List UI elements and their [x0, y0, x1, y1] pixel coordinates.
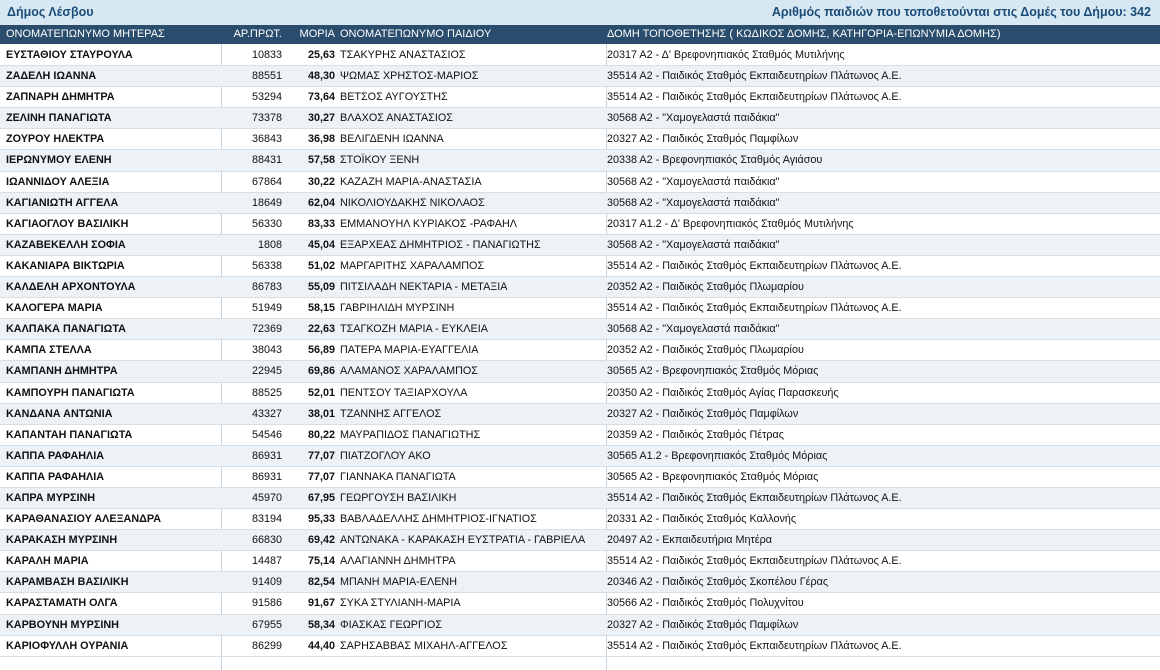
placement-cell: 20346 Α2 - Παιδικός Σταθμός Σκοπέλου Γέρας	[607, 576, 829, 589]
points-cell: 73,64	[307, 91, 335, 104]
protocol-number-cell: 54546	[251, 428, 282, 441]
points-cell: 62,04	[307, 196, 335, 209]
protocol-number-cell: 67955	[251, 618, 282, 631]
child-name-cell: ΜΑΥΡΑΠΙΔΟΣ ΠΑΝΑΓΙΩΤΗΣ	[340, 428, 481, 441]
protocol-number-cell: 83194	[251, 513, 282, 526]
placement-cell: 35514 Α2 - Παιδικός Σταθμός Εκπαιδευτηρίων Πλάτωνος Α.Ε.	[607, 302, 902, 315]
points-cell: 57,58	[307, 154, 335, 167]
placement-cell: 30568 Α2 - "Χαμογελαστά παιδάκια"	[607, 175, 780, 188]
placement-cell: 30565 Α2 - Βρεφονηπιακός Σταθμός Μόριας	[607, 365, 819, 378]
placement-cell: 20352 Α2 - Παιδικός Σταθμός Πλωμαρίου	[607, 344, 804, 357]
mother-name-cell: ΚΑΡΑΣΤΑΜΑΤΗ ΟΛΓΑ	[6, 597, 118, 610]
points-cell: 69,42	[307, 534, 335, 547]
points-cell: 77,07	[307, 470, 335, 483]
placement-table-body	[0, 45, 1160, 657]
placement-cell: 20359 Α2 - Παιδικός Σταθμός Πέτρας	[607, 428, 784, 441]
mother-name-cell: ΚΑΡΙΟΦΥΛΛΗ ΟΥΡΑΝΙΑ	[6, 639, 129, 652]
child-name-cell: ΑΛΑΓΙΑΝΝΗ ΔΗΜΗΤΡΑ	[340, 555, 456, 568]
protocol-number-cell: 18649	[251, 196, 282, 209]
mother-name-cell: ΚΑΛΟΓΕΡΑ ΜΑΡΙΑ	[6, 302, 103, 315]
table-row	[0, 467, 1160, 488]
placement-cell: 20497 Α2 - Εκπαιδευτήρια Μητέρα	[607, 534, 773, 547]
protocol-number-cell: 91409	[251, 576, 282, 589]
child-name-cell: ΠΑΤΕΡΑ ΜΑΡΙΑ-ΕΥΑΓΓΕΛΙΑ	[340, 344, 479, 357]
placement-cell: 30568 Α2 - "Χαμογελαστά παιδάκια"	[607, 112, 780, 125]
mother-name-cell: ΙΩΑΝΝΙΔΟΥ ΑΛΕΞΙΑ	[6, 175, 110, 188]
placement-cell: 20327 Α2 - Παιδικός Σταθμός Παμφίλων	[607, 133, 799, 146]
municipality-title: Δήμος Λέσβου	[7, 5, 94, 19]
mother-name-cell: ΚΑΖΑΒΕΚΕΛΛΗ ΣΟΦΙΑ	[6, 238, 126, 251]
points-cell: 82,54	[307, 576, 335, 589]
points-cell: 25,63	[307, 49, 335, 61]
table-row	[0, 150, 1160, 171]
child-name-cell: ΠΙΑΤΖΟΓΛΟΥ ΑΚΟ	[340, 449, 431, 462]
child-name-cell: ΝΙΚΟΛΙΟΥΔΑΚΗΣ ΝΙΚΟΛΑΟΣ	[340, 196, 485, 209]
table-row	[0, 593, 1160, 614]
top-bar	[0, 0, 1160, 25]
placement-cell: 35514 Α2 - Παιδικός Σταθμός Εκπαιδευτηρίων Πλάτωνος Α.Ε.	[607, 259, 902, 272]
child-name-cell: ΣΤΟΪΚΟΥ ΞΕΝΗ	[340, 154, 420, 167]
points-cell: 80,22	[307, 428, 335, 441]
protocol-number-cell: 86299	[251, 639, 282, 652]
child-name-cell: ΓΑΒΡΙΗΛΙΔΗ ΜΥΡΣΙΝΗ	[340, 302, 455, 315]
mother-name-cell: ΚΑΝΔΑΝΑ ΑΝΤΩΝΙΑ	[6, 407, 113, 420]
mother-name-cell: ΚΑΠΑΝΤΑΗ ΠΑΝΑΓΙΩΤΑ	[6, 428, 133, 441]
points-cell: 51,02	[307, 259, 335, 272]
mother-name-cell: ΖΕΛΙΝΗ ΠΑΝΑΓΙΩΤΑ	[6, 112, 112, 125]
child-name-cell: ΨΩΜΑΣ ΧΡΗΣΤΟΣ-ΜΑΡΙΟΣ	[340, 70, 479, 83]
mother-name-cell: ΕΥΣΤΑΘΙΟΥ ΣΤΑΥΡΟΥΛΑ	[6, 49, 133, 61]
placement-cell: 20317 Α1.2 - Δ' Βρεφονηπιακός Σταθμός Μυτιλήνης	[607, 217, 854, 230]
table-row	[0, 87, 1160, 108]
child-name-cell: ΜΠΑΝΗ ΜΑΡΙΑ-ΕΛΕΝΗ	[340, 576, 457, 589]
table-row	[0, 636, 1160, 657]
points-cell: 69,86	[307, 365, 335, 378]
table-row	[0, 108, 1160, 129]
protocol-number-cell: 45970	[251, 491, 282, 504]
protocol-number-cell: 66830	[251, 534, 282, 547]
child-name-cell: ΣΥΚΑ ΣΤΥΛΙΑΝΗ-ΜΑΡΙΑ	[340, 597, 461, 610]
table-row	[0, 509, 1160, 530]
points-cell: 30,27	[307, 112, 335, 125]
protocol-number-cell: 22945	[251, 365, 282, 378]
placement-cell: 30568 Α2 - "Χαμογελαστά παιδάκια"	[607, 238, 780, 251]
mother-name-cell: ΚΑΜΠΑΝΗ ΔΗΜΗΤΡΑ	[6, 365, 118, 378]
mother-name-cell: ΖΑΔΕΛΗ ΙΩΑΝΝΑ	[6, 70, 97, 83]
protocol-number-cell: 1808	[257, 238, 282, 251]
protocol-number-cell: 38043	[251, 344, 282, 357]
placement-cell: 30565 Α1.2 - Βρεφονηπιακός Σταθμός Μόριας	[607, 449, 828, 462]
mother-name-cell: ΙΕΡΩΝΥΜΟΥ ΕΛΕΝΗ	[6, 154, 112, 167]
table-row	[0, 66, 1160, 87]
protocol-number-cell: 43327	[251, 407, 282, 420]
points-cell: 44,40	[307, 639, 335, 652]
points-cell: 52,01	[307, 386, 335, 399]
protocol-number-cell: 36843	[251, 133, 282, 146]
child-name-cell: ΓΙΑΝΝΑΚΑ ΠΑΝΑΓΙΩΤΑ	[340, 470, 456, 483]
child-name-cell: ΒΕΤΣΟΣ ΑΥΓΟΥΣΤΗΣ	[340, 91, 448, 104]
child-name-cell: ΠΕΝΤΣΟΥ ΤΑΞΙΑΡΧΟΥΛΑ	[340, 386, 468, 399]
table-row	[0, 45, 1160, 66]
points-cell: 22,63	[307, 323, 335, 336]
placement-cell: 30568 Α2 - "Χαμογελαστά παιδάκια"	[607, 196, 780, 209]
table-header	[0, 25, 1160, 44]
placement-cell: 30566 Α2 - Παιδικός Σταθμός Πολυχνίτου	[607, 597, 804, 610]
points-cell: 67,95	[307, 491, 335, 504]
table-row	[0, 193, 1160, 214]
child-name-cell: ΒΑΒΛΑΔΕΛΛΗΣ ΔΗΜΗΤΡΙΟΣ-ΙΓΝΑΤΙΟΣ	[340, 513, 537, 526]
mother-name-cell: ΚΑΓΙΑΟΓΛΟΥ ΒΑΣΙΛΙΚΗ	[6, 217, 129, 230]
table-row	[0, 383, 1160, 404]
mother-name-cell: ΚΑΠΡΑ ΜΥΡΣΙΝΗ	[6, 491, 96, 504]
table-row	[0, 277, 1160, 298]
table-row	[0, 235, 1160, 256]
child-name-cell: ΑΝΤΩΝΑΚΑ - ΚΑΡΑΚΑΣΗ ΕΥΣΤΡΑΤΙΑ - ΓΑΒΡΙΕΛΑ	[340, 534, 586, 547]
column-header-child: ΟΝΟΜΑΤΕΠΩΝΥΜΟ ΠΑΙΔΙΟΥ	[340, 28, 492, 40]
points-cell: 30,22	[307, 175, 335, 188]
points-cell: 38,01	[307, 407, 335, 420]
placement-cell: 20327 Α2 - Παιδικός Σταθμός Παμφίλων	[607, 407, 799, 420]
table-row	[0, 615, 1160, 636]
table-row	[0, 446, 1160, 467]
child-name-cell: ΤΣΑΓΚΟΖΗ ΜΑΡΙΑ - ΕΥΚΛΕΙΑ	[340, 323, 488, 336]
points-cell: 48,30	[307, 70, 335, 83]
points-cell: 58,34	[307, 618, 335, 631]
placement-cell: 30565 Α2 - Βρεφονηπιακός Σταθμός Μόριας	[607, 470, 819, 483]
placement-cell: 20331 Α2 - Παιδικός Σταθμός Καλλονής	[607, 513, 797, 526]
child-name-cell: ΠΙΤΣΙΛΑΔΗ ΝΕΚΤΑΡΙΑ - ΜΕΤΑΞΙΑ	[340, 281, 508, 294]
placement-cell: 20350 Α2 - Παιδικός Σταθμός Αγίας Παρασκευής	[607, 386, 839, 399]
table-row	[0, 551, 1160, 572]
protocol-number-cell: 88525	[251, 386, 282, 399]
points-cell: 45,04	[307, 238, 335, 251]
points-cell: 55,09	[307, 281, 335, 294]
placement-cell: 35514 Α2 - Παιδικός Σταθμός Εκπαιδευτηρίων Πλάτωνος Α.Ε.	[607, 70, 902, 83]
protocol-number-cell: 14487	[251, 555, 282, 568]
protocol-number-cell: 88431	[251, 154, 282, 167]
mother-name-cell: ΚΑΠΠΑ ΡΑΦΑΗΛΙΑ	[6, 449, 105, 462]
protocol-number-cell: 10833	[251, 49, 282, 61]
mother-name-cell: ΚΑΛΔΕΛΗ ΑΡΧΟΝΤΟΥΛΑ	[6, 281, 136, 294]
table-row	[0, 572, 1160, 593]
table-row	[0, 214, 1160, 235]
table-row	[0, 404, 1160, 425]
placement-cell: 20352 Α2 - Παιδικός Σταθμός Πλωμαρίου	[607, 281, 804, 294]
placement-cell: 35514 Α2 - Παιδικός Σταθμός Εκπαιδευτηρίων Πλάτωνος Α.Ε.	[607, 555, 902, 568]
child-name-cell: ΚΑΖΑΖΗ ΜΑΡΙΑ-ΑΝΑΣΤΑΣΙΑ	[340, 175, 482, 188]
table-row	[0, 488, 1160, 509]
points-cell: 36,98	[307, 133, 335, 146]
mother-name-cell: ΚΑΛΠΑΚΑ ΠΑΝΑΓΙΩΤΑ	[6, 323, 126, 336]
protocol-number-cell: 86931	[251, 470, 282, 483]
points-cell: 83,33	[307, 217, 335, 230]
child-name-cell: ΤΖΑΝΝΗΣ ΑΓΓΕΛΟΣ	[340, 407, 442, 420]
placement-cell: 20327 Α2 - Παιδικός Σταθμός Παμφίλων	[607, 618, 799, 631]
mother-name-cell: ΚΑΡΑΘΑΝΑΣΙΟΥ ΑΛΕΞΑΝΔΡΑ	[6, 513, 162, 526]
points-cell: 91,67	[307, 597, 335, 610]
table-row	[0, 319, 1160, 340]
column-header-mother: ΟΝΟΜΑΤΕΠΩΝΥΜΟ ΜΗΤΕΡΑΣ	[6, 28, 165, 40]
protocol-number-cell: 53294	[251, 91, 282, 104]
mother-name-cell: ΚΑΡΑΜΒΑΣΗ ΒΑΣΙΛΙΚΗ	[6, 576, 129, 589]
child-name-cell: ΕΞΑΡΧΕΑΣ ΔΗΜΗΤΡΙΟΣ - ΠΑΝΑΓΙΩΤΗΣ	[340, 238, 541, 251]
child-name-cell: ΒΛΑΧΟΣ ΑΝΑΣΤΑΣΙΟΣ	[340, 112, 453, 125]
child-name-cell: ΜΑΡΓΑΡΙΤΗΣ ΧΑΡΑΛΑΜΠΟΣ	[340, 259, 485, 272]
column-header-placement: ΔΟΜΗ ΤΟΠΟΘΕΤΗΣΗΣ ( ΚΩΔΙΚΟΣ ΔΟΜΗΣ, ΚΑΤΗΓΟΡΙΑ-ΕΠΩΝΥΜΙΑ ΔΟΜΗΣ)	[607, 28, 1001, 40]
table-row	[0, 129, 1160, 150]
table-row	[0, 340, 1160, 361]
child-name-cell: ΑΛΑΜΑΝΟΣ ΧΑΡΑΛΑΜΠΟΣ	[340, 365, 478, 378]
table-row	[0, 298, 1160, 319]
placement-cell: 20317 Α2 - Δ' Βρεφονηπιακός Σταθμός Μυτιλήνης	[607, 49, 845, 61]
child-name-cell: ΓΕΩΡΓΟΥΣΗ ΒΑΣΙΛΙΚΗ	[340, 491, 457, 504]
protocol-number-cell: 73378	[251, 112, 282, 125]
mother-name-cell: ΚΑΡΑΚΑΣΗ ΜΥΡΣΙΝΗ	[6, 534, 118, 547]
protocol-number-cell: 86931	[251, 449, 282, 462]
mother-name-cell: ΚΑΜΠΟΥΡΗ ΠΑΝΑΓΙΩΤΑ	[6, 386, 135, 399]
table-row	[0, 530, 1160, 551]
protocol-number-cell: 86783	[251, 281, 282, 294]
child-name-cell: ΣΑΡΗΣΑΒΒΑΣ ΜΙΧΑΗΛ-ΑΓΓΕΛΟΣ	[340, 639, 508, 652]
mother-name-cell: ΚΑΓΙΑΝΙΩΤΗ ΑΓΓΕΛΑ	[6, 196, 119, 209]
table-row	[0, 425, 1160, 446]
table-row	[0, 361, 1160, 382]
mother-name-cell: ΖΟΥΡΟΥ ΗΛΕΚΤΡΑ	[6, 133, 105, 146]
points-cell: 75,14	[307, 555, 335, 568]
placement-count: Αριθμός παιδιών που τοποθετούνται στις Δομές του Δήμου: 342	[771, 5, 1151, 19]
points-cell: 95,33	[307, 513, 335, 526]
placement-cell: 35514 Α2 - Παιδικός Σταθμός Εκπαιδευτηρίων Πλάτωνος Α.Ε.	[607, 639, 902, 652]
placement-cell: 20338 Α2 - Βρεφονηπιακός Σταθμός Αγιάσου	[607, 154, 823, 167]
mother-name-cell: ΚΑΠΠΑ ΡΑΦΑΗΛΙΑ	[6, 470, 105, 483]
child-name-cell: ΤΣΑΚΥΡΗΣ ΑΝΑΣΤΑΣΙΟΣ	[340, 49, 466, 61]
column-header-protocol: ΑΡ.ΠΡΩΤ.	[233, 28, 282, 40]
placement-cell: 35514 Α2 - Παιδικός Σταθμός Εκπαιδευτηρίων Πλάτωνος Α.Ε.	[607, 491, 902, 504]
mother-name-cell: ΚΑΡΒΟΥΝΗ ΜΥΡΣΙΝΗ	[6, 618, 119, 631]
points-cell: 58,15	[307, 302, 335, 315]
protocol-number-cell: 56338	[251, 259, 282, 272]
placement-cell: 35514 Α2 - Παιδικός Σταθμός Εκπαιδευτηρίων Πλάτωνος Α.Ε.	[607, 91, 902, 104]
child-name-cell: ΒΕΛΙΓΔΕΝΗ ΙΩΑΝΝΑ	[340, 133, 444, 146]
child-name-cell: ΦΙΑΣΚΑΣ ΓΕΩΡΓΙΟΣ	[340, 618, 443, 631]
points-cell: 77,07	[307, 449, 335, 462]
mother-name-cell: ΚΑΚΑΝΙΑΡΑ ΒΙΚΤΩΡΙΑ	[6, 259, 125, 272]
protocol-number-cell: 51949	[251, 302, 282, 315]
protocol-number-cell: 56330	[251, 217, 282, 230]
protocol-number-cell: 67864	[251, 175, 282, 188]
protocol-number-cell: 72369	[251, 323, 282, 336]
protocol-number-cell: 91586	[251, 597, 282, 610]
points-cell: 56,89	[307, 344, 335, 357]
table-row	[0, 256, 1160, 277]
column-header-points: ΜΟΡΙΑ	[299, 28, 335, 40]
protocol-number-cell: 88551	[251, 70, 282, 83]
child-name-cell: ΕΜΜΑΝΟΥΗΛ ΚΥΡΙΑΚΟΣ -ΡΑΦΑΗΛ	[340, 217, 517, 230]
table-row	[0, 172, 1160, 193]
placement-cell: 30568 Α2 - "Χαμογελαστά παιδάκια"	[607, 323, 780, 336]
mother-name-cell: ΖΑΠΝΑΡΗ ΔΗΜΗΤΡΑ	[6, 91, 115, 104]
mother-name-cell: ΚΑΜΠΑ ΣΤΕΛΛΑ	[6, 344, 92, 357]
mother-name-cell: ΚΑΡΑΛΗ ΜΑΡΙΑ	[6, 555, 89, 568]
